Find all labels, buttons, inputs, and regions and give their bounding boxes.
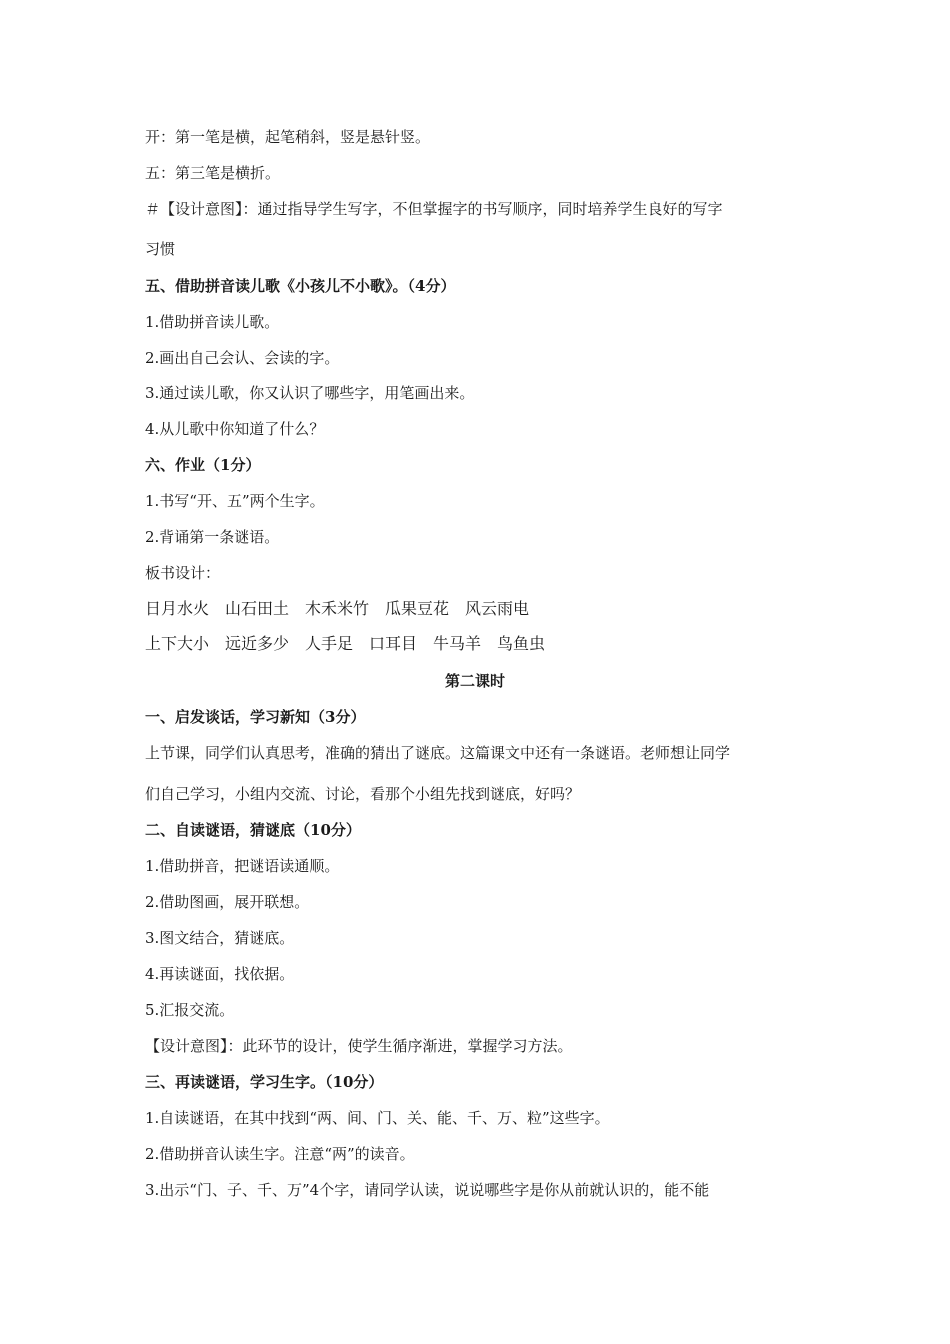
text-line: 开：第一笔是横，起笔稍斜，竖是悬针竖。 (145, 128, 431, 146)
list-item: 4.再读谜面，找依据。 (145, 965, 295, 983)
blackboard-row: 上下大小 远近多少 人手足 口耳目 牛马羊 鸟鱼虫 (145, 634, 546, 653)
list-item: 4.从儿歌中你知道了什么？ (145, 420, 325, 438)
list-item: 5.汇报交流。 (145, 1001, 235, 1019)
text-line: 习惯 (145, 240, 176, 258)
section-heading: 三、再读谜语，学习生字。（10分） (145, 1073, 384, 1091)
section-heading: 一、启发谈话，学习新知（3分） (145, 708, 366, 726)
section-heading: 二、自读谜语，猜谜底（10分） (145, 821, 361, 839)
list-item: 2.背诵第一条谜语。 (145, 528, 280, 546)
list-item: 3.图文结合，猜谜底。 (145, 929, 295, 947)
text-line: 五：第三笔是横折。 (145, 164, 281, 182)
lesson-title: 第二课时 (444, 672, 505, 690)
list-item: 3.出示“门、子、千、万”4个字，请同学认读，说说哪些字是你从前就认识的，能不能 (145, 1181, 710, 1199)
paragraph-line: 们自己学习，小组内交流、讨论，看那个小组先找到谜底，好吗？ (145, 785, 581, 803)
list-item: 2.借助图画，展开联想。 (145, 893, 310, 911)
design-intent-note: ＃【设计意图】：通过指导学生写字，不但掌握字的书写顺序，同时培养学生良好的写字 (145, 200, 723, 218)
section-heading: 五、借助拼音读儿歌《小孩儿不小歌》。（4分） (145, 277, 456, 295)
list-item: 2.借助拼音认读生字。注意“两”的读音。 (145, 1145, 415, 1163)
list-item: 2.画出自己会认、会读的字。 (145, 349, 340, 367)
list-item: 3.通过读儿歌，你又认识了哪些字，用笔画出来。 (145, 384, 475, 402)
list-item: 1.借助拼音，把谜语读通顺。 (145, 857, 340, 875)
list-item: 1.借助拼音读儿歌。 (145, 313, 280, 331)
text-line: 板书设计： (145, 564, 221, 582)
section-heading: 六、作业（1分） (145, 456, 261, 474)
list-item: 1.自读谜语，在其中找到“两、间、门、关、能、千、万、粒”这些字。 (145, 1109, 610, 1127)
paragraph-line: 上节课，同学们认真思考，准确的猜出了谜底。这篇课文中还有一条谜语。老师想让同学 (145, 744, 731, 762)
list-item: 1.书写“开、五”两个生字。 (145, 492, 325, 510)
design-intent-note: 【设计意图】：此环节的设计，使学生循序渐进，掌握学习方法。 (145, 1037, 573, 1055)
blackboard-row: 日月水火 山石田土 木禾米竹 瓜果豆花 风云雨电 (145, 599, 530, 618)
